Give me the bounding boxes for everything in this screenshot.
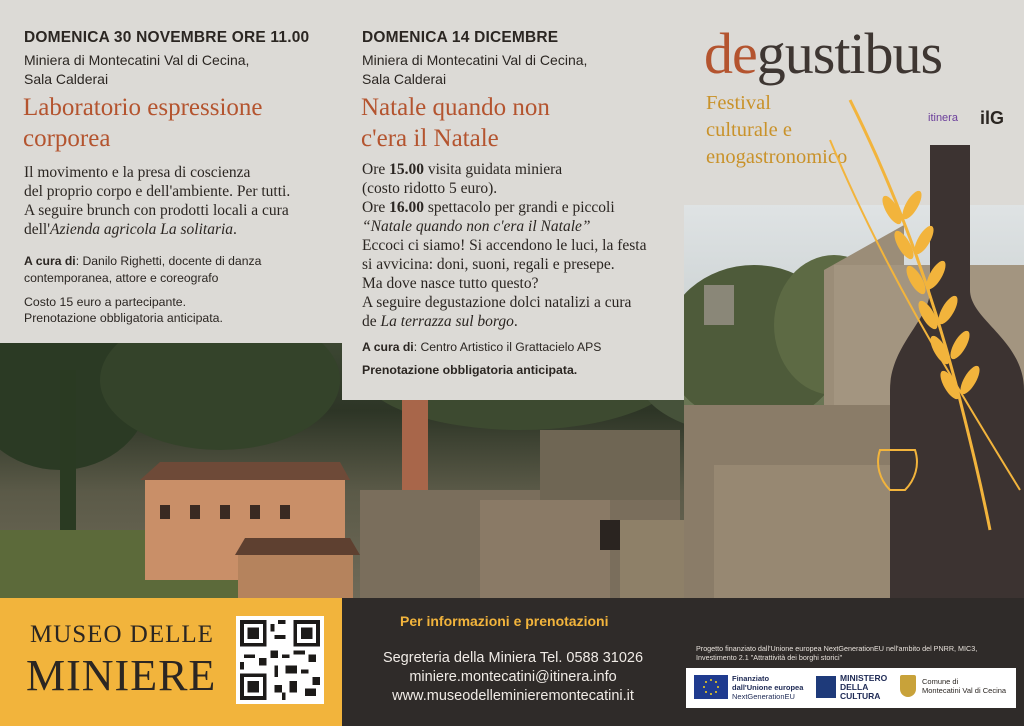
museum-name-line-2: MINIERE: [26, 651, 217, 700]
event-2-time-2: 16.00: [389, 199, 424, 216]
event-2-line-1: [362, 160, 562, 179]
event-2-line-9-pre: de: [362, 313, 381, 330]
event-2-line-7: Ma dove nasce tutto questo?: [362, 275, 539, 292]
event-1-farm-name: Azienda agricola La solitaria: [50, 221, 234, 238]
bottle-wheat-icon: [820, 60, 1024, 620]
event-2-curator: [362, 339, 601, 356]
event-1-curator-text: : Danilo Righetti, docente di danza: [75, 254, 262, 268]
event-1-desc-line-3: A seguire brunch con prodotti locali a cura: [24, 202, 289, 219]
event-1-desc-line-2: del proprio corpo e dell'ambiente. Per tutti.: [24, 183, 291, 200]
eu-stars-icon: [694, 675, 728, 699]
event-2-line-9-post: .: [513, 313, 518, 330]
event-1-desc-prefix: dell': [24, 221, 51, 238]
event-2-curator-label: A cura di: [362, 340, 414, 354]
event-2-line-1-post: visita guidata miniera: [424, 161, 563, 178]
event-1-curator-line-1: [24, 253, 261, 270]
event-2-curator-text: : Centro Artistico il Grattacielo APS: [413, 340, 602, 354]
event-2-line-1-pre: Ore: [362, 161, 390, 178]
email-link[interactable]: miniere.montecatini@itinera.info: [409, 669, 617, 685]
comune-crest-icon: [900, 675, 916, 697]
website-link[interactable]: www.museodelleminieremontecatini.it: [392, 688, 634, 704]
event-1-date: DOMENICA 30 NOVEMBRE ORE 11.00: [24, 29, 310, 46]
logo-accent: de: [704, 21, 757, 86]
phone-number[interactable]: Segreteria della Miniera Tel. 0588 31026: [382, 650, 644, 666]
event-1-desc-line-1: Il movimento e la presa di coscienza: [24, 164, 251, 181]
logo-rest: gustibus: [756, 21, 943, 86]
comune-logo-line-1: Comune di: [922, 677, 959, 686]
event-1-booking: Prenotazione obbligatoria anticipata.: [24, 311, 223, 325]
mic-logo-line-1: MINISTERO: [840, 673, 888, 683]
event-2-line-9: [362, 312, 518, 331]
event-2-show-title: “Natale quando non c'era il Natale”: [362, 218, 591, 235]
mic-logo-line-2: DELLA: [840, 682, 869, 692]
event-2-line-3-pre: Ore: [362, 199, 390, 216]
mic-logo-icon: [816, 676, 836, 698]
subtitle-line-2: culturale e: [706, 119, 792, 141]
event-1-venue-line-2: Sala Calderai: [24, 71, 109, 87]
event-1-desc-line-4: [24, 220, 237, 239]
event-2-line-3-post: spettacolo per grandi e piccoli: [424, 199, 615, 216]
info-title: Per informazioni e prenotazioni: [400, 613, 609, 629]
event-2-line-3: [362, 198, 615, 217]
event-2-line-6: si avvicina: doni, suoni, regali e presepe.: [362, 256, 615, 273]
event-1-cost: Costo 15 euro a partecipante.: [24, 295, 187, 309]
event-2-venue-name: La terrazza sul borgo: [380, 313, 514, 330]
event-2-line-2: (costo ridotto 5 euro).: [362, 180, 498, 197]
event-2-line-4: [362, 217, 591, 236]
event-2-venue-line-1: Miniera di Montecatini Val di Cecina,: [362, 52, 588, 68]
qr-code-icon[interactable]: [236, 616, 324, 704]
ilg-logo: ilG: [980, 108, 1005, 128]
event-2-line-5: Eccoci ci siamo! Si accendono le luci, la festa: [362, 237, 647, 254]
subtitle-line-1: Festival: [706, 92, 771, 114]
event-2-booking: Prenotazione obbligatoria anticipata.: [362, 363, 578, 377]
event-2-title-line-1: Natale quando non: [361, 94, 550, 121]
museum-name-line-1: MUSEO DELLE: [30, 621, 214, 648]
eu-logo-line-1: Finanziato: [732, 674, 770, 683]
funding-logos: [686, 668, 1016, 708]
subtitle-line-3: enogastronomico: [706, 146, 848, 168]
event-2-title-line-2: c'era il Natale: [361, 125, 499, 152]
event-1-curator-line-2: contemporanea, attore e coreografo: [24, 271, 219, 285]
event-1-venue-line-1: Miniera di Montecatini Val di Cecina,: [24, 52, 250, 68]
qr-code-graphic: [240, 620, 320, 700]
eu-flag-icon: [694, 675, 728, 699]
event-2-line-8: A seguire degustazione dolci natalizi a cura: [362, 294, 632, 311]
event-1-desc-suffix: .: [233, 221, 237, 238]
event-1-title-line-1: Laboratorio espressione: [23, 94, 263, 121]
project-funding-note: Progetto finanziato dall'Unione europea NextGenerationEU nell'ambito del PNRR, MIC3, Investimento 2.1 "Attrattività dei borghi storici": [696, 644, 978, 662]
event-1-curator-label: A cura di: [24, 254, 76, 268]
itinera-logo: itinera: [928, 112, 958, 124]
comune-logo-line-2: Montecatini Val di Cecina: [922, 686, 1007, 695]
eu-logo-line-3: NextGenerationEU: [732, 692, 795, 701]
event-2-venue-line-2: Sala Calderai: [362, 71, 447, 87]
eu-logo-line-2: dall'Unione europea: [732, 683, 804, 692]
event-2-time-1: 15.00: [389, 161, 424, 178]
mic-logo-line-3: CULTURA: [840, 691, 881, 701]
event-1-title-line-2: corporea: [23, 125, 111, 152]
event-2-date: DOMENICA 14 DICEMBRE: [362, 29, 559, 46]
